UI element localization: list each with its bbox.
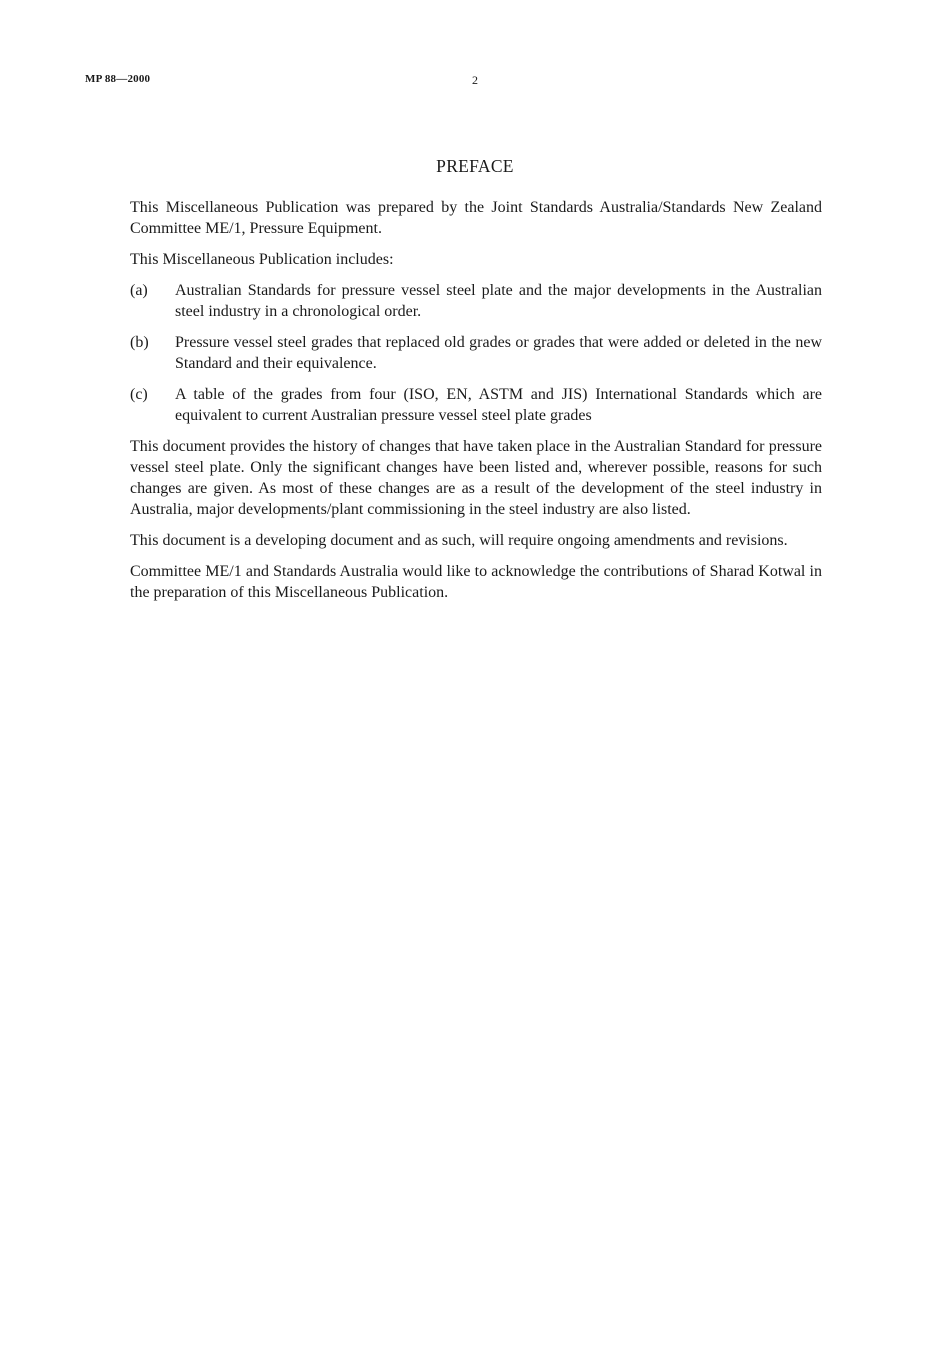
history-paragraph: This document provides the history of changes that have taken place in the Australian Standard for pressure vessel steel plate. Only the significant changes have been listed and, wherever possible, reasons for such changes are given. As most of these changes are as a result of the development of the steel industry in Australia, major developments/plant commissioning in the steel industry are also listed.: [130, 438, 822, 518]
acknowledgement-paragraph: Committee ME/1 and Standards Australia would like to acknowledge the contributions of Sharad Kotwal in the preparation of this Miscellaneous Publication.: [130, 563, 822, 601]
list-item-a: [130, 280, 822, 322]
includes-lead-paragraph: This Miscellaneous Publication includes:: [130, 251, 394, 268]
list-item-text: Australian Standards for pressure vessel steel plate and the major developments in the Australian steel industry in a chronological order.: [175, 282, 822, 320]
list-marker: (b): [130, 334, 149, 351]
developing-document-paragraph: This document is a developing document and as such, will require ongoing amendments and revisions.: [130, 532, 788, 549]
preface-heading: PREFACE: [436, 156, 514, 176]
list-marker: (a): [130, 282, 148, 299]
running-head-doc-id: MP 88—2000: [85, 73, 151, 85]
list-item-c: [130, 384, 822, 426]
preface-body: [130, 197, 822, 613]
list-item-text: Pressure vessel steel grades that replaced old grades or grades that were added or deleted in the new Standard and their equivalence.: [175, 334, 822, 372]
intro-paragraph: This Miscellaneous Publication was prepared by the Joint Standards Australia/Standards New Zealand Committee ME/1, Pressure Equipment.: [130, 199, 822, 237]
list-item-b: [130, 332, 822, 374]
page-number: 2: [472, 73, 478, 87]
list-marker: (c): [130, 386, 148, 403]
list-item-text: A table of the grades from four (ISO, EN, ASTM and JIS) International Standards which are equivalent to current Australian pressure vessel steel plate grades: [175, 386, 822, 424]
